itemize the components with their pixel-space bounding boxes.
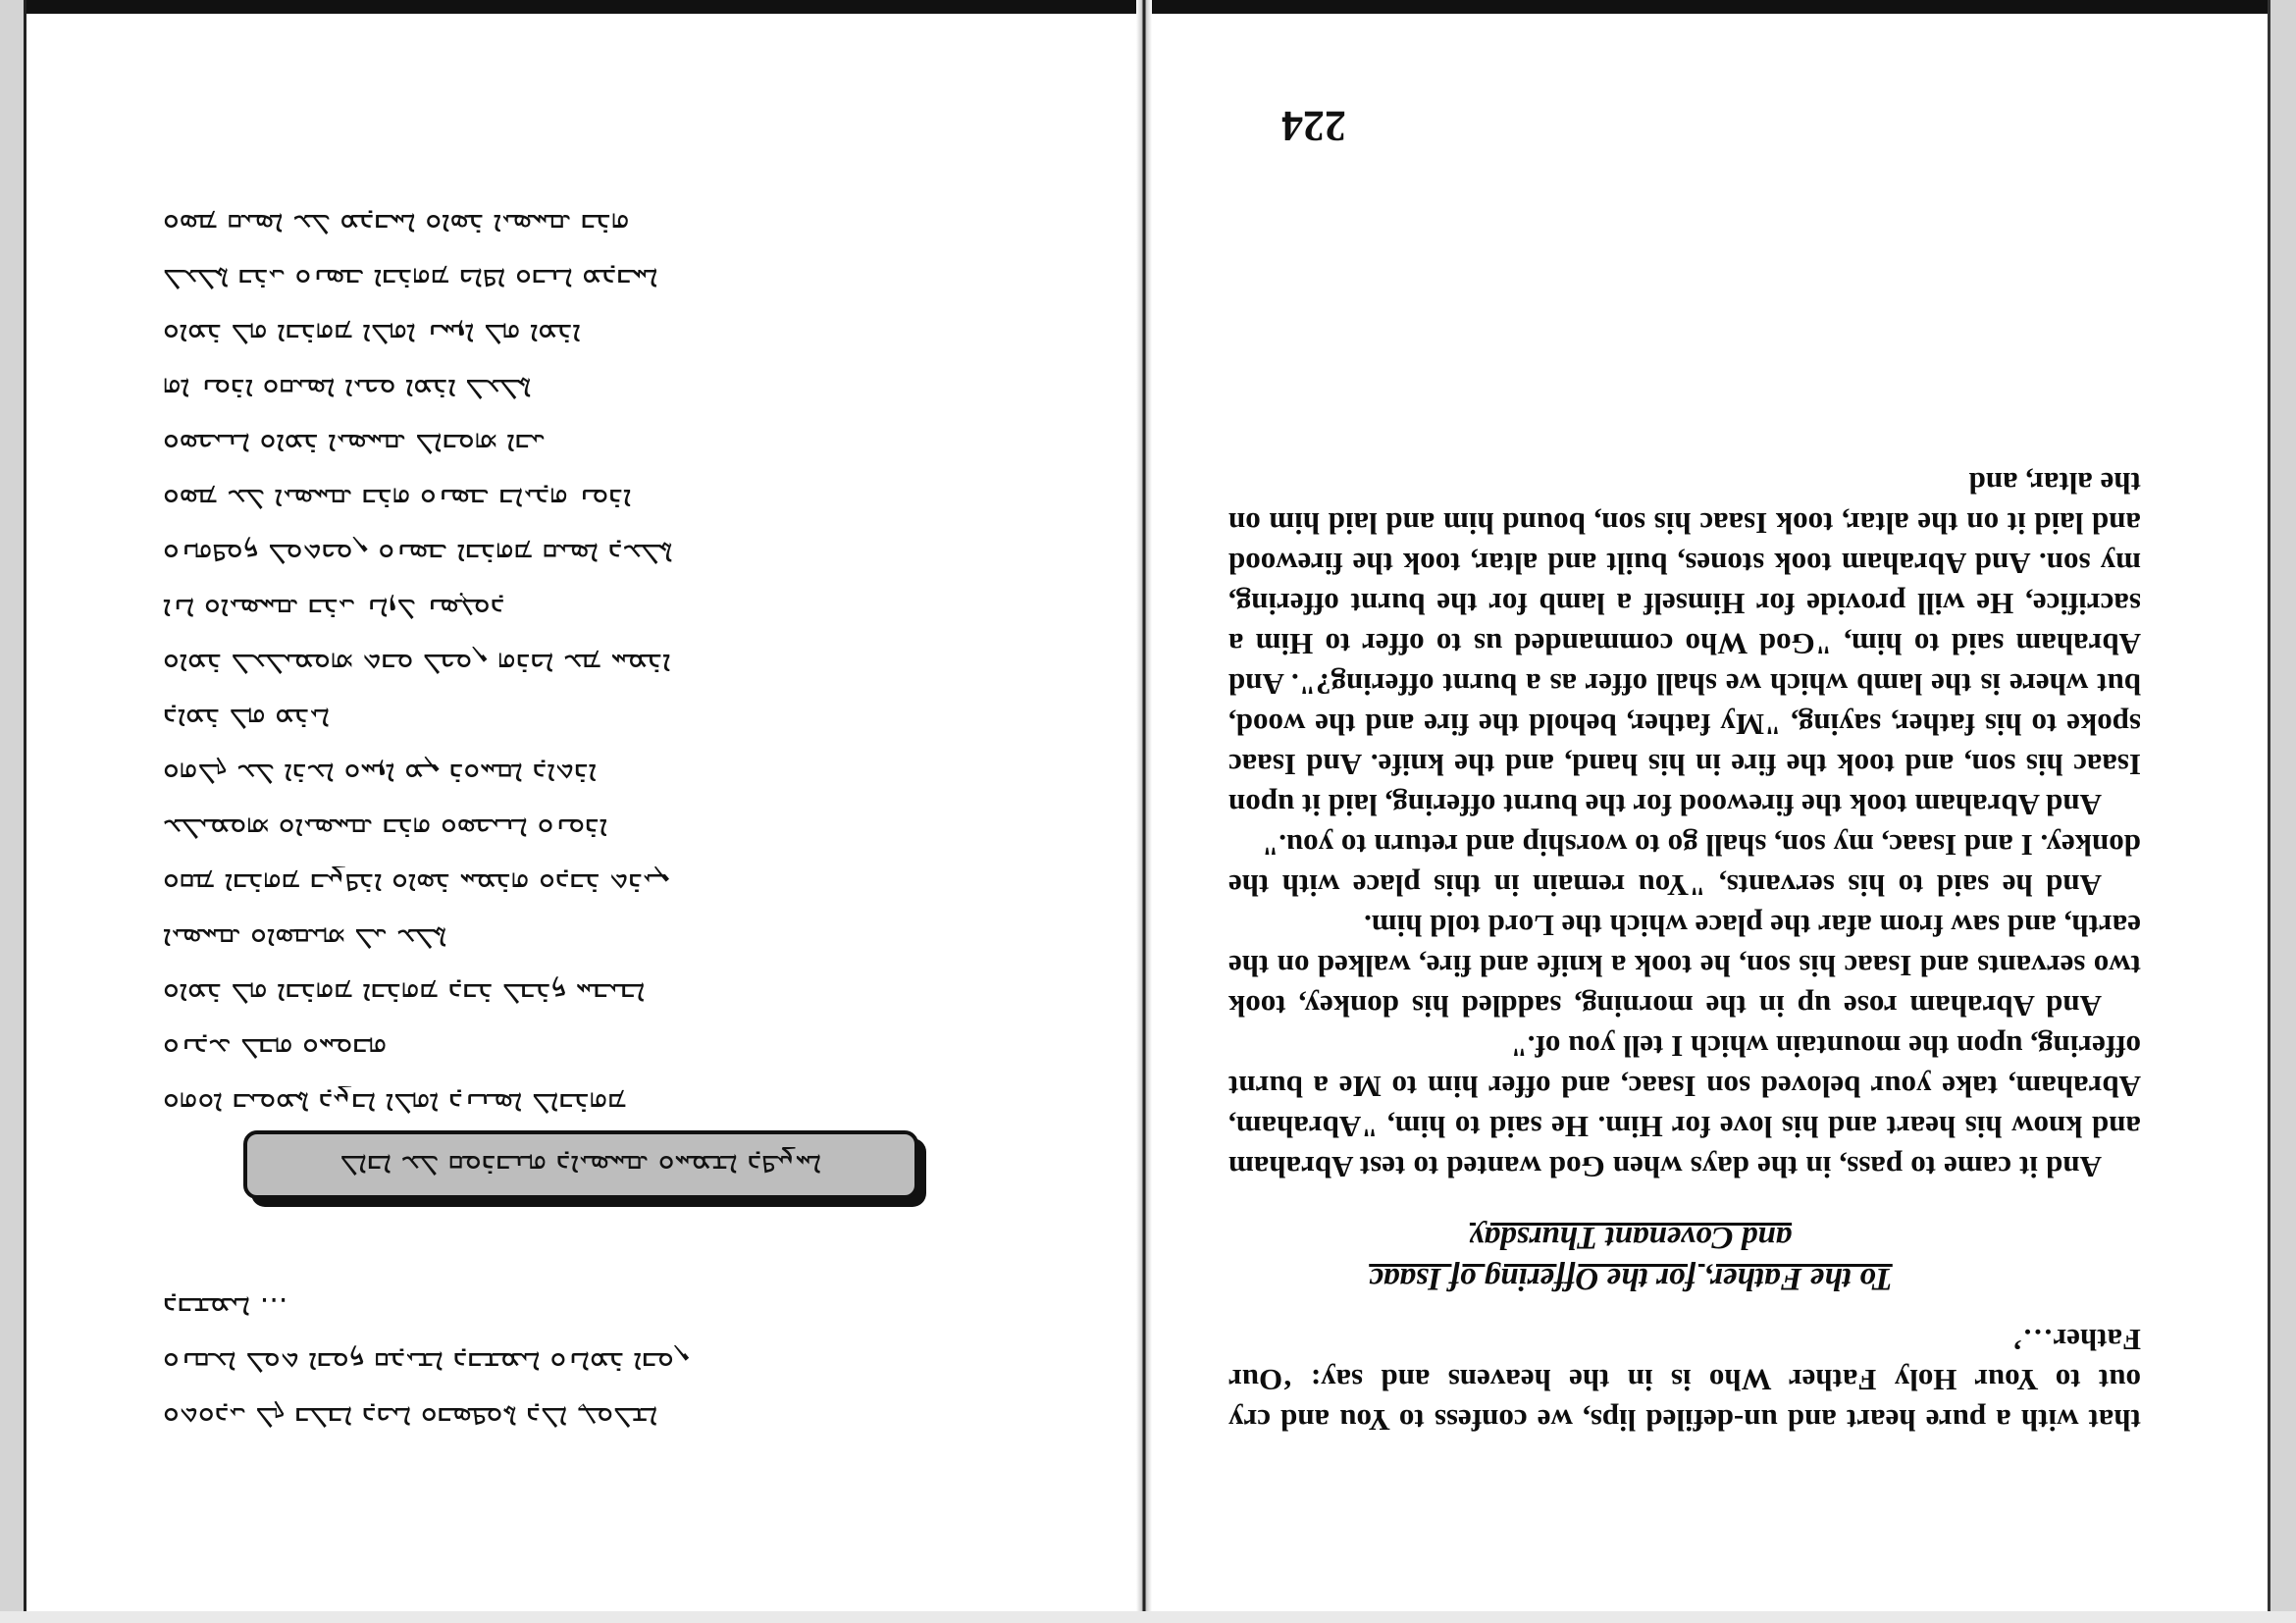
syriac-line: ܘܗܘܐ ܒܝܘܡܬܐ ܕܨܒܐ ܐܠܗܐ ܕܢܢܣܐ ܠܐܒܪܗܡ <box>163 1086 627 1121</box>
syriac-line: ܥܠܝܡܘܗܝ ܘܐܝܣܚܩ ܒܪܗ ܘܣܟܝܢܐ ܘܢܘܪܐ <box>163 812 608 846</box>
body-paragraph: And he said to his servants, "You remain in this place with the donkey. I and Isaac, my son, shall go to worship and return to you." <box>1228 828 2141 903</box>
syriac-line: ܐܢܐ ܘܐܝܣܚܩ ܒܪܝ ܢܐܙܠ ܢܣܓܘܕ <box>163 592 505 626</box>
intro-paragraph: that with a pure heart and un-defiled lips, we confess to You and cry out to Your Holy Father Who is in the heavens and say: ‘Our Father…’ <box>1228 1323 2141 1438</box>
left-page-edge <box>0 0 26 1623</box>
syriac-line: ܐܝܣܚܩ ܘܐܣܩܝܗܝ ܠܝ ܥܠܬܐ <box>163 921 447 956</box>
syriac-line: ܗܐ ܢܘܪܐ ܘܩܝܣܐ ܐܝܟܘ ܐܡܪܐ ܠܥܠܬܐ <box>163 372 532 406</box>
section-heading-line2: and Covenant Thursday <box>1469 1220 1793 1255</box>
syriac-title-box: ܠܐܒܐ ܥܠ ܩܘܪܒܢܗ ܕܐܝܣܚܩ ܘܚܡܫܐ ܕܦܨܚܐ <box>243 1130 918 1199</box>
syriac-line: ܘܢܩܥܐ ܠܘܬ ܐܒܘܟ ܩܕܝܫܐ ܕܒܫܡܝܐ ܘܢܐܡܪ ܐܒܘܢ <box>163 1345 691 1380</box>
body-paragraph: And Abraham took the firewood for the burnt offering, laid it upon Isaac his son, and took the fire in his hand, and the knife. And Isaac spoke to his father, saying, "My father, behold the fire and the wood, but where is the lamb which we shall offer as a burnt offering?". And Abraham said to him, "God Who commanded us to offer to Him a sacrifice, He will provide for Himself a lamb for the burnt offering, my son. And Abraham took stones, built and altar, took the firewood and laid it on the altar, took Isaac his son, bound him and laid him on the altar, and <box>1228 466 2141 822</box>
body-paragraph: And Abraham rose up in the morning, saddled his donkey, took two servants and Isaac his son, he took a knife and fire, walked on the earth, and saw from afar the place which the Lord told him. <box>1228 909 2141 1023</box>
syriac-line: ܕܐܡܪ ܠܗ ܡܪܝܐ <box>163 702 331 736</box>
section-heading <box>1287 1217 1974 1299</box>
syriac-line: ܘܐܡܪ ܠܗ ܐܒܪܗܡ ܐܠܗܐ ܢܚܙܐ ܠܗ ܐܡܪܐ <box>163 317 581 351</box>
section-heading-line1: To the Father, for the Offering of Isaac <box>1369 1261 1893 1296</box>
syriac-line: ܘܬܘܕܝ ܠܟ ܒܠܒܐ ܕܟܝܐ ܘܒܣܦܘܬܐ ܕܠܐ ܛܘܠܫܐ <box>163 1400 658 1435</box>
syriac-line: ܘܣܡ ܩܝܣܐ ܥܠ ܡܕܒܚܐ ܘܐܣܪ ܐܝܣܚܩ ܒܪܗ <box>163 207 630 241</box>
syriac-line: ܘܢܕܥ ܠܒܗ ܘܚܘܒܗ <box>163 1031 388 1066</box>
right-page-edge <box>2269 0 2296 1623</box>
body-paragraph: And it came to pass, in the days when God wanted to test Abraham and know his heart and his love for Him. He said to him, "Abraham, Abraham, take your beloved son Isaac, and offer him to Me a burnt offering, upon the mountain which I tell you of." <box>1228 1029 2141 1184</box>
syriac-line: ܘܩܡ ܐܒܪܗܡ ܒܨܦܪܐ ܘܐܣܪ ܚܡܪܗ ܘܕܒܪ ܬܪܝܢ <box>163 866 670 901</box>
scan-bottom-border <box>0 1611 2296 1623</box>
syriac-line: ܘܐܡܪ ܠܥܠܝܡܘܗܝ ܬܒܘ ܠܟܘܢ ܗܪܟܐ ܥܡ ܚܡܪܐ <box>163 647 671 681</box>
left-page-syriac <box>26 14 1136 1611</box>
syriac-line: ܠܥܠܬܐ ܒܪܝ ܘܢܣܒ ܐܒܪܗܡ ܟܐܦܐ ܘܒܢܐ ܡܕܒܚܐ <box>163 262 658 296</box>
syriac-line: ܕܒܫܡܝܐ ... <box>163 1290 288 1325</box>
page-number: 224 <box>1281 102 1346 150</box>
syriac-line: ܘܣܟܝܢܐ ܘܐܡܪ ܐܝܣܚܩ ܠܐܒܘܗܝ ܐܒܝ <box>163 427 546 461</box>
syriac-line: ܘܗܠܟ ܥܠ ܐܪܥܐ ܘܚܙܐ ܡܢ ܪܘܚܩܐ ܕܐܬܪܐ <box>163 757 597 791</box>
syriac-line: ܘܢܗܦܘܟ ܠܘܬܟܘܢ ܘܢܣܒ ܐܒܪܗܡ ܩܝܣܐ ܕܥܠܬܐ <box>163 537 673 571</box>
right-page-english <box>1152 14 2269 1611</box>
book-gutter <box>1136 0 1152 1623</box>
syriac-line: ܘܣܡ ܥܠ ܐܝܣܚܩ ܒܪܗ ܘܢܣܒ ܒܐܝܕܗ ܢܘܪܐ <box>163 482 632 516</box>
syriac-line: ܘܐܡܪ ܠܗ ܐܒܪܗܡ ܐܒܪܗܡ ܕܒܪ ܠܒܪܟ ܚܒܝܒܐ <box>163 976 646 1011</box>
body-text <box>1228 463 2141 1187</box>
